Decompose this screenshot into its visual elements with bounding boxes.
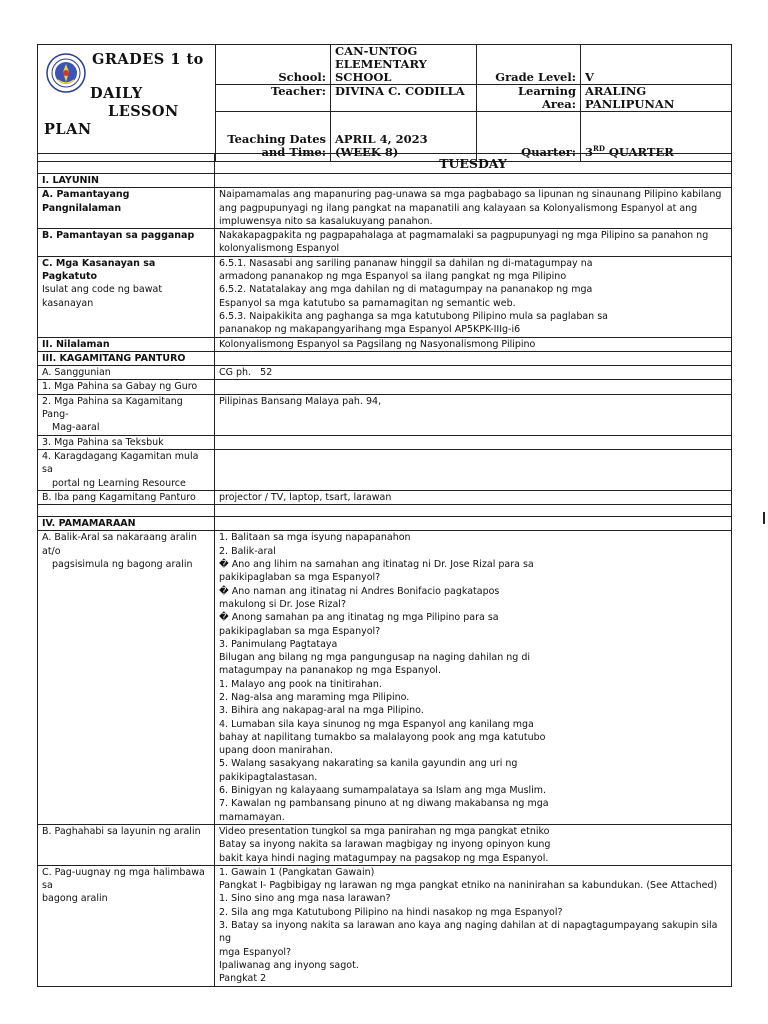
text-line: 1. Balitaan sa mga isyung napapanahon: [219, 532, 411, 544]
kasanayan-title: C. Mga Kasanayan sa Pagkatuto: [42, 257, 159, 283]
text-line: 6.5.1. Nasasabi ang sariling pananaw hinggil sa dahilan ng di-matagumpay na: [219, 257, 593, 269]
title-line-4: PLAN: [44, 121, 92, 138]
kagamitang-label-3: Mag-aaral: [52, 422, 100, 434]
balik-aral-text: [215, 531, 732, 825]
balik-aral-label: [38, 531, 215, 825]
text-line: 5. Walang sasakyang nakarating sa kanila gayundin ang uri ng: [219, 758, 518, 770]
kasanayan-text: [215, 256, 732, 337]
text-line: 1. Gawain 1 (Pangkatan Gawain): [219, 866, 375, 878]
pag-label-2: sa: [42, 880, 53, 892]
sanggunian-label: A. Sanggunian: [38, 366, 215, 380]
school-value: [331, 45, 477, 85]
pangnilalaman-text: [215, 188, 732, 229]
text-line: 6. Binigyan ng kalayaang sumampalataya sa Islam ang mga Muslim.: [219, 785, 547, 797]
karagdagang-label-2: portal ng Learning Resource: [52, 477, 186, 489]
text-line: 1. Sino sino ang mga nasa larawan?: [219, 893, 391, 905]
text-line: pananakop ng makapangyarihang mga Espanyol AP5KPK-IIIg-i6: [219, 324, 521, 336]
dates-label-line-2: and Time:: [261, 145, 326, 159]
spacer-left: [38, 505, 215, 517]
title-line-1: GRADES 1 to: [92, 51, 204, 68]
gabay-empty: [215, 380, 732, 394]
text-line: mamamayan.: [219, 811, 285, 823]
school-label: School:: [216, 45, 331, 85]
deped-seal-icon: [46, 53, 86, 93]
sanggunian-text: CG ph. 52: [215, 366, 732, 380]
text-line: Nakakapagpakita ng pagpapahalaga at pagmamalaki sa pagpupunyagi ng mga Pilipino sa panahon ng: [219, 230, 709, 242]
kagamitang-label: [38, 394, 215, 435]
teacher-value: DIVINA C. CODILLA: [331, 85, 477, 112]
text-line: pakikipaglaban sa mga Espanyol?: [219, 625, 381, 637]
text-line: 1. Malayo ang pook na tinitirahan.: [219, 678, 382, 690]
karagdagang-label: [38, 449, 215, 490]
school-value-line-2: ELEMENTARY SCHOOL: [335, 57, 427, 84]
nilalaman-label: II. Nilalaman: [38, 337, 215, 351]
pag-label-3: bagong aralin: [42, 893, 108, 905]
day-corner-cell: [38, 154, 215, 174]
title-line-3: LESSON: [108, 103, 179, 120]
text-line: Batay sa inyong nakita sa larawan magbigay ng inyong opinyon kung: [219, 839, 551, 851]
pagganap-label: B. Pamantayan sa pagganap: [38, 229, 215, 257]
text-line: 3. Bihira ang nakapag-aral na mga Pilipino.: [219, 705, 424, 717]
text-line: Naipamamalas ang mapanuring pag-unawa sa mga pagbabago sa lipunan ng sinaunang Pilipino kabilang: [219, 189, 722, 201]
teksbuk-empty: [215, 435, 732, 449]
text-line: makulong si Dr. Jose Rizal?: [219, 598, 346, 610]
dates-value-line-1: APRIL 4, 2023: [335, 132, 428, 146]
quarter-text: QUARTER: [604, 145, 674, 159]
gabay-label: 1. Mga Pahina sa Gabay ng Guro: [38, 380, 215, 394]
pag-uugnay-text: [215, 865, 732, 986]
text-line: Pangkat 2: [219, 973, 267, 985]
quarter-suffix: RD: [593, 144, 605, 154]
area-value: ARALING PANLIPUNAN: [581, 85, 732, 112]
balik-label-1: A. Balik-Aral sa nakaraang aralin: [42, 532, 197, 544]
kagamitang-label-1: 2. Mga Pahina sa Kagamitang: [42, 395, 183, 407]
day-heading: TUESDAY: [215, 154, 732, 174]
karagdagang-label-1: 4. Karagdagang Kagamitan mula sa: [42, 450, 202, 476]
quarter-label: Quarter:: [477, 112, 581, 162]
text-line: impluwensya nito sa kasalukuyang panahon.: [219, 215, 433, 227]
text-line: armadong pananakop ng mga Espanyol sa ilang pangkat ng mga Pilipino: [219, 271, 567, 283]
teksbuk-label: 3. Mga Pahina sa Teksbuk: [38, 435, 215, 449]
text-line: matagumpay na pananakop ng mga Espanyol.: [219, 665, 441, 677]
kasanayan-sub-1: Isulat ang code ng bawat: [42, 284, 163, 296]
teacher-label: Teacher:: [216, 85, 331, 112]
quarter-number: 3: [585, 145, 594, 159]
header-table: [37, 44, 732, 162]
text-line: Espanyol sa mga katutubo sa pamamagitan ng semantic web.: [219, 297, 516, 309]
text-line: kolonyalismong Espanyol: [219, 243, 340, 255]
layunin-empty: [215, 174, 732, 188]
lesson-table: [37, 153, 732, 987]
page-edge-mark: [763, 512, 765, 524]
text-line: ang pagpupunyagi ng ilang pangkat na mapanatili ang kalayaan sa Kolonyalismong Espanyol at ang: [219, 202, 698, 214]
text-line: Video presentation tungkol sa mga panirahan ng mga pangkat etniko: [219, 825, 550, 837]
pagganap-text: [215, 229, 732, 257]
karagdagang-empty: [215, 449, 732, 490]
text-line: pakikipagtalastasan.: [219, 771, 318, 783]
pag-uugnay-label: [38, 865, 215, 986]
balik-label-2: at/o: [42, 545, 61, 557]
text-line: 2. Nag-alsa ang maraming mga Pilipino.: [219, 691, 410, 703]
kasanayan-label: [38, 256, 215, 337]
text-line: bahay at napilitang tumakbo sa malalayong pook ang mga katutubo: [219, 731, 546, 743]
paghahabi-text: [215, 824, 732, 865]
iba-label: B. Iba pang Kagamitang Panturo: [38, 490, 215, 504]
school-value-line-1: CAN-UNTOG: [335, 44, 418, 58]
grade-value: V: [581, 45, 732, 85]
iba-text: projector / TV, laptop, tsart, larawan: [215, 490, 732, 504]
dates-label-line-1: Teaching Dates: [227, 132, 326, 146]
text-line: 3. Batay sa inyong nakita sa larawan ano kaya ang naging dahilan at di napagtagumpayang sakupin sila ng: [219, 920, 721, 945]
spacer-right: [215, 505, 732, 517]
text-line: 7. Kawalan ng pambansang pinuno at ng diwang makabansa ng mga: [219, 798, 549, 810]
text-line: bakit kaya hindi naging matagumpay na pagsakop ng mga Espanyol.: [219, 852, 549, 864]
kagamitang-label-2: Pang-: [42, 409, 69, 421]
balik-label-3: pagsisimula ng bagong aralin: [52, 559, 193, 571]
area-label: Learning Area:: [477, 85, 581, 112]
text-line: Pangkat I- Pagbibigay ng larawan ng mga pangkat etniko na naninirahan sa kabundukan. (See Attached): [219, 880, 718, 892]
kasanayan-sub-2: kasanayan: [42, 297, 94, 309]
text-line: 6.5.2. Natatalakay ang mga dahilan ng di matagumpay na pananakop ng mga: [219, 284, 593, 296]
text-line: 4. Lumaban sila kaya sinunog ng mga Espanyol ang kanilang mga: [219, 718, 534, 730]
pag-label-1: C. Pag-uugnay ng mga halimbawa: [42, 866, 205, 878]
text-line: 2. Sila ang mga Katutubong Pilipino na hindi nasakop ng mga Espanyol?: [219, 906, 563, 918]
kagamitan-heading: III. KAGAMITANG PANTURO: [38, 351, 215, 365]
text-line: pakikipaglaban sa mga Espanyol?: [219, 572, 381, 584]
nilalaman-text: Kolonyalismong Espanyol sa Pagsilang ng Nasyonalismong Pilipino: [215, 337, 732, 351]
text-line: � Anong samahan pa ang itinatag ng mga Pilipino para sa: [219, 612, 499, 624]
kagamitan-empty: [215, 351, 732, 365]
dates-value-line-2: (WEEK 8): [335, 145, 399, 159]
text-line: Ipaliwanag ang inyong sagot.: [219, 959, 359, 971]
text-line: 2. Balik-aral: [219, 545, 276, 557]
text-line: � Ano naman ang itinatag ni Andres Bonifacio pagkatapos: [219, 585, 500, 597]
text-line: 3. Panimulang Pagtataya: [219, 638, 338, 650]
text-line: 6.5.3. Naipakikita ang paghanga sa mga katutubong Pilipino mula sa paglaban sa: [219, 310, 608, 322]
text-line: Bilugan ang bilang ng mga pangungusap na naging dahilan ng di: [219, 652, 531, 664]
layunin-heading: I. LAYUNIN: [38, 174, 215, 188]
paghahabi-label: B. Paghahabi sa layunin ng aralin: [38, 824, 215, 865]
text-line: � Ano ang lihim na samahan ang itinatag ni Dr. Jose Rizal para sa: [219, 559, 534, 571]
title-cell: [38, 45, 216, 162]
pangnilalaman-label: A. Pamantayang Pangnilalaman: [38, 188, 215, 229]
pamamaraan-empty: [215, 517, 732, 531]
title-line-2: DAILY: [90, 85, 143, 102]
text-line: mga Espanyol?: [219, 946, 292, 958]
kagamitang-text: Pilipinas Bansang Malaya pah. 94,: [215, 394, 732, 435]
text-line: upang doon manirahan.: [219, 745, 333, 757]
grade-label: Grade Level:: [477, 45, 581, 85]
pamamaraan-heading: IV. PAMAMARAAN: [38, 517, 215, 531]
